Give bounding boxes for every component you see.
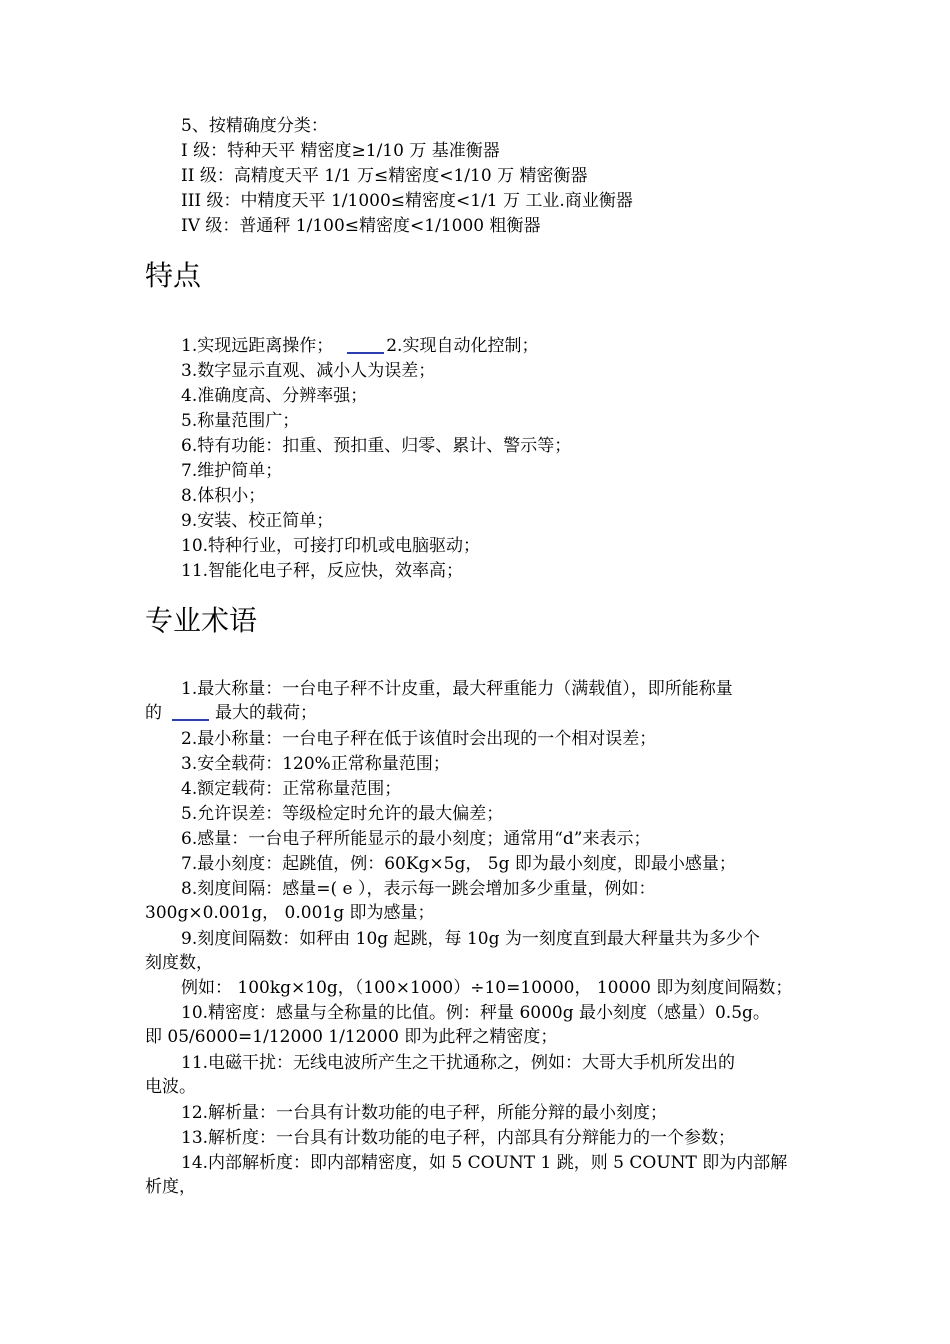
term-9-line-2: 刻度数， [145,953,213,973]
term-9-line-3: 例如： 100kg×10g，（100×1000）÷10=10000， 10000 即为刻度间隔数； [181,978,793,998]
level-4: IV 级：普通秤 1/100≤精密度<1/1000 粗衡器 [181,216,541,236]
level-1: I 级：特种天平 精密度≥1/10 万 基准衡器 [181,141,500,161]
feature-item: 6.特有功能：扣重、预扣重、归零、累计、警示等； [181,436,572,456]
term-11-line-1: 11.电磁干扰：无线电波所产生之干扰通称之，例如：大哥大手机所发出的 [181,1053,736,1073]
term-9-line-1: 9.刻度间隔数：如秤由 10g 起跳，每 10g 为一刻度直到最大秤量共为多少个 [181,929,760,949]
term-5: 5.允许误差：等级检定时允许的最大偏差； [181,804,504,824]
term-4: 4.额定载荷：正常称量范围； [181,779,402,799]
classification-title: 5、按精确度分类： [181,116,328,136]
level-2: II 级：高精度天平 1/1 万≤精密度<1/10 万 精密衡器 [181,166,588,186]
terms-heading: 专业术语 [145,604,258,637]
feature-item-2: 2.实现自动化控制； [386,336,539,356]
term-1-line-2 [145,701,815,725]
term-8-line-2: 300g×0.001g， 0.001g 即为感量； [145,903,435,923]
feature-item: 4.准确度高、分辨率强； [181,386,368,406]
term-14-line-2: 析度， [145,1177,196,1197]
term-1-suffix: 最大的载荷； [215,703,317,723]
features-heading: 特点 [145,259,202,292]
feature-item: 3.数字显示直观、减小人为误差； [181,361,436,381]
term-10-line-1: 10.精密度：感量与全称量的比值。例：秤量 6000g 最小刻度（感量）0.5g。 [181,1003,770,1023]
feature-item-1: 1.实现远距离操作； [181,336,334,356]
feature-item: 8.体积小； [181,486,266,506]
term-3: 3.安全载荷：120%正常称量范围； [181,754,450,774]
blank-underline [347,334,384,354]
feature-item: 9.安装、校正简单； [181,511,334,531]
feature-item: 7.维护简单； [181,461,283,481]
term-11-line-2: 电波。 [145,1077,196,1097]
term-8-line-1: 8.刻度间隔：感量=( e ），表示每一跳会增加多少重量，例如： [181,879,656,899]
term-13: 13.解析度：一台具有计数功能的电子秤，内部具有分辩能力的一个参数； [181,1128,736,1148]
feature-item: 5.称量范围广； [181,411,300,431]
term-1-prefix: 的 [145,703,162,723]
term-1-line-1: 1.最大称量：一台电子秤不计皮重，最大秤重能力（满载值），即所能称量 [181,679,733,699]
term-2: 2.最小称量：一台电子秤在低于该值时会出现的一个相对误差； [181,729,657,749]
feature-item [181,334,815,358]
term-12: 12.解析量：一台具有计数功能的电子秤，所能分辩的最小刻度； [181,1103,668,1123]
feature-item: 11.智能化电子秤，反应快，效率高； [181,561,464,581]
term-14-line-1: 14.内部解析度：即内部精密度，如 5 COUNT 1 跳，则 5 COUNT 即为内部解 [181,1153,788,1173]
feature-item: 10.特种行业，可接打印机或电脑驱动； [181,536,481,556]
term-10-line-2: 即 05/6000=1/12000 1/12000 即为此秤之精密度； [145,1027,558,1047]
blank-underline [172,701,209,721]
term-6: 6.感量：一台电子秤所能显示的最小刻度；通常用“d”来表示； [181,829,651,849]
level-3: III 级：中精度天平 1/1000≤精密度<1/1 万 工业.商业衡器 [181,191,633,211]
term-7: 7.最小刻度：起跳值，例：60Kg×5g， 5g 即为最小刻度，即最小感量； [181,854,736,874]
